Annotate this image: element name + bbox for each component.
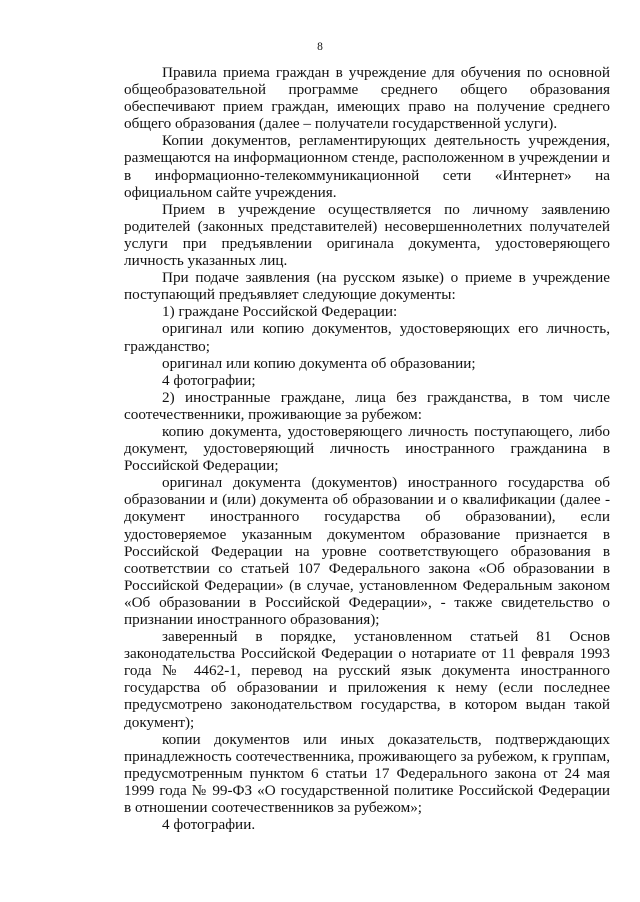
list-item-education-document: оригинал или копию документа об образовании; <box>162 354 476 372</box>
list-item-photos: 4 фотографии; <box>162 371 256 389</box>
list-item-foreigners-heading: 2) иностранные граждане, лица без гражданства, в том числе соотечественники, проживающие за рубежом: <box>124 388 610 423</box>
paragraph-required-documents-intro: При подаче заявления (на русском языке) о приеме в учреждение поступающий предъявляет следующие документы: <box>124 269 610 304</box>
list-item-foreign-identity-document: копию документа, удостоверяющего личность поступающего, либо документ, удостоверяющий личность иностранного гражданина в Российской Федерации; <box>124 422 610 475</box>
list-item-foreign-education-document: оригинал документа (документов) иностранного государства об образовании и (или) документа об образовании и о квалификации (далее - документ иностранного государства об образовании), если удостоверяемое указанным документом образование признается в Российской Федерации на уровне соответствующего образования в соответствии со статьей 107 Федерального закона «Об образовании в Российской Федерации» (в случае, установленном Федеральным законом «Об образовании в Российской Федерации», - также свидетельство о признании иностранного образования); <box>124 474 610 628</box>
list-item-certified-translation: заверенный в порядке, установленном статьей 81 Основ законодательства Российской Федерации о нотариате от 11 февраля 1993 года № 4462-1, перевод на русский язык документа иностранного государства об образовании и приложения к нему (если последнее предусмотрено законодательством государства, в котором выдан такой документ); <box>124 628 610 731</box>
list-item-identity-documents: оригинал или копию документов, удостоверяющих его личность, гражданство; <box>124 320 610 355</box>
paragraph-admission-application: Прием в учреждение осуществляется по личному заявлению родителей (законных представителей) несовершеннолетних получателей услуги при предъявлении оригинала документа, удостоверяющего личность указанных лиц. <box>124 200 610 270</box>
document-body <box>124 64 610 833</box>
paragraph-document-copies: Копии документов, регламентирующих деятельность учреждения, размещаются на информационном стенде, расположенном в учреждении и в информационно-телекоммуникационной сети «Интернет» на официальном сайте учреждения. <box>124 132 610 201</box>
paragraph-admission-rules: Правила приема граждан в учреждение для обучения по основной общеобразовательной программе среднего общего образования обеспечивают прием граждан, имеющих право на получение среднего общего образования (далее – получатели государственной услуги). <box>124 64 610 133</box>
list-item-compatriot-evidence: копии документов или иных доказательств, подтверждающих принадлежность соотечественника, проживающего за рубежом, к группам, предусмотренным пунктом 6 статьи 17 Федерального закона от 24 мая 1999 года № 99-ФЗ «О государственной политике Российской Федерации в отношении соотечественников за рубежом»; <box>124 730 610 817</box>
list-item-citizens-heading: 1) граждане Российской Федерации: <box>162 303 398 321</box>
list-item-photos-final: 4 фотографии. <box>162 816 256 834</box>
page-number: 8 <box>317 41 323 53</box>
